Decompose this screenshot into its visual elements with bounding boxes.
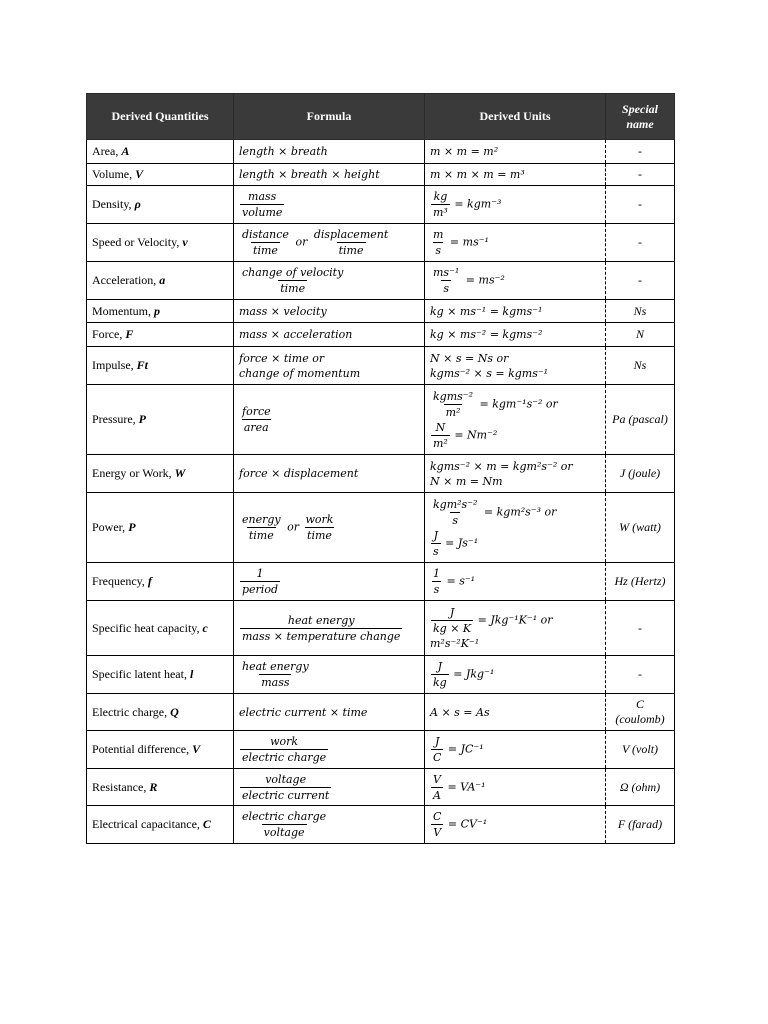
header-formula: Formula [234,94,425,140]
quantity-cell [87,323,234,347]
units-numerator: 1 [433,567,440,580]
quantity-cell [87,347,234,385]
quantity-symbol: Ft [136,358,149,372]
quantity-symbol: V [192,742,201,756]
special-name-cell: - [606,186,675,224]
quantity-symbol: p [154,303,160,318]
units-numerator: V [433,772,441,786]
formula-denominator: time [248,529,274,542]
formula-text: electric current × time [239,705,368,719]
units-text: = kgm²s⁻³ or [480,504,557,518]
table-row [87,694,675,731]
quantity-symbol: V [135,167,144,181]
formula-cell [234,224,425,262]
table-row [87,262,675,300]
formula-numerator: work [270,735,299,748]
quantity-symbol: v [182,235,188,249]
units-denominator: m² [445,405,461,419]
formula-denominator: time [253,244,278,257]
quantity-symbol: A [121,144,130,158]
formula-text: mass × acceleration [239,328,353,341]
quantity-cell [87,164,234,186]
quantity-name: Electric charge, [92,704,171,719]
units-cell [425,164,606,186]
units-fraction [431,420,450,451]
special-name-cell: Ns [606,300,675,323]
formula-denominator: time [338,244,364,257]
units-denominator: V [433,826,442,839]
units-denominator: C [433,751,442,764]
units-numerator: J [437,660,443,673]
units-fraction [431,497,479,528]
formula-cell [234,186,425,224]
formula-cell [234,323,425,347]
quantity-cell [87,224,234,262]
header-row [87,94,675,140]
units-cell [425,806,606,844]
units-numerator: C [433,810,442,823]
formula-line: force × time or [239,351,325,365]
table-row [87,563,675,601]
formula-numerator: displacement [313,228,389,241]
formula-numerator: work [305,513,334,526]
formula-cell [234,563,425,601]
units-fraction [431,528,441,559]
formula-denominator: time [280,282,306,295]
units-numerator: kgm²s⁻² [433,497,478,511]
units-cell [425,694,606,731]
special-name-cell: Ns [606,347,675,385]
formula-denominator: mass [261,676,290,689]
units-cell [425,493,606,563]
quantity-cell [87,563,234,601]
units-fraction [431,227,445,258]
units-fraction [431,189,450,220]
special-name-cell: Pa (pascal) [606,385,675,455]
units-text: = Nm⁻² [450,427,498,441]
units-denominator: kg × K [433,622,472,635]
units-text: = Jkg⁻¹ [449,667,495,681]
units-text: kg × ms⁻² = kgms⁻² [430,328,543,341]
units-numerator: kg [433,190,448,203]
quantity-symbol: P [128,520,136,534]
formula-or: or [291,235,311,249]
units-text: = Js⁻¹ [441,535,479,549]
units-denominator: m³ [433,206,448,219]
formula-cell [234,656,425,694]
units-numerator: N [435,420,446,434]
formula-denominator: period [242,583,278,596]
quantity-cell [87,300,234,323]
formula-fraction [240,566,280,597]
quantity-name: Electrical capacitance, [92,817,203,831]
units-text: = VA⁻¹ [443,779,486,793]
formula-numerator: heat energy [287,613,355,627]
units-denominator: s [435,244,442,257]
formula-cell [234,493,425,563]
formula-fraction [240,189,284,220]
table-row [87,806,675,844]
formula-text: length × breath [239,145,328,158]
units-denominator: s [433,544,439,558]
formula-numerator: 1 [256,567,264,580]
units-cell [425,140,606,164]
units-cell [425,262,606,300]
units-cell [425,186,606,224]
units-cell [425,347,606,385]
table-row [87,300,675,323]
units-numerator: ms⁻¹ [433,266,460,279]
units-text: = kgm⁻³ [450,197,502,211]
units-text: A × s = As [430,705,490,719]
formula-cell [234,164,425,186]
formula-numerator: energy [242,513,281,526]
special-name-cell: F (farad) [606,806,675,844]
formula-line: change of momentum [239,366,361,380]
special-name-cell: - [606,140,675,164]
formula-cell [234,601,425,656]
formula-denominator: electric current [242,788,330,802]
formula-numerator: mass [248,190,277,203]
units-numerator: m [433,228,444,241]
table-row [87,323,675,347]
table-row [87,140,675,164]
quantity-cell [87,385,234,455]
quantity-name: Impulse, [92,358,137,372]
units-text: = Jkg⁻¹K⁻¹ or [474,613,553,627]
units-numerator: kgms⁻² [433,389,473,403]
table-row [87,455,675,493]
units-line: m²s⁻²K⁻¹ [430,637,480,650]
table-row [87,224,675,262]
units-cell [425,224,606,262]
units-fraction [431,265,461,296]
formula-or: or [283,520,303,534]
units-text: = s⁻¹ [443,574,476,588]
special-name-cell: Ω (ohm) [606,769,675,806]
table-row [87,186,675,224]
special-name-cell: Hz (Hertz) [606,563,675,601]
units-cell [425,300,606,323]
units-fraction [431,659,449,690]
formula-cell [234,455,425,493]
units-numerator: J [435,735,440,748]
units-cell [425,656,606,694]
formula-fraction [240,613,402,644]
special-name-cell: V (volt) [606,731,675,769]
formula-cell [234,694,425,731]
table-row [87,164,675,186]
special-name-cell: C (coulomb) [606,694,675,731]
special-name-cell: - [606,262,675,300]
table-row [87,493,675,563]
formula-denominator: mass × temperature change [242,629,401,643]
quantity-name: Acceleration, [92,273,160,287]
units-fraction [431,605,473,636]
units-cell [425,323,606,347]
units-text: = JC⁻¹ [444,742,484,756]
quantity-cell [87,262,234,300]
table-row [87,385,675,455]
units-text: kg × ms⁻¹ = kgms⁻¹ [430,304,543,318]
units-line: kgms⁻² × m = kgm²s⁻² or [430,459,573,473]
units-cell [425,769,606,806]
formula-cell [234,769,425,806]
quantity-symbol: C [202,817,211,831]
formula-cell [234,385,425,455]
formula-numerator: force [242,405,271,418]
units-denominator: A [433,788,441,802]
special-name-cell: W (watt) [606,493,675,563]
units-text: = ms⁻² [462,273,505,287]
quantity-cell [87,731,234,769]
special-name-cell: - [606,601,675,656]
formula-cell [234,731,425,769]
quantity-symbol: ρ [134,197,141,211]
quantity-cell [87,806,234,844]
formula-fraction [240,227,291,258]
quantity-name: Pressure, [92,412,139,426]
units-line: N × m = Nm [430,474,503,488]
units-numerator: J [433,528,439,542]
formula-denominator: electric charge [242,751,327,764]
quantity-symbol: a [159,273,166,287]
quantity-cell [87,186,234,224]
quantity-symbol: Q [170,704,179,719]
formula-fraction [240,265,345,296]
special-name-cell: - [606,164,675,186]
quantity-name: Energy or Work, [92,466,175,480]
quantity-symbol: R [149,779,158,794]
units-fraction [431,389,475,420]
special-name-cell: N [606,323,675,347]
quantity-name: Area, [92,144,122,158]
formula-denominator: volume [242,206,283,219]
formula-cell [234,140,425,164]
table-row [87,731,675,769]
quantity-name: Potential difference, [92,742,193,756]
quantity-symbol: F [125,327,134,341]
quantity-name: Force, [92,327,126,341]
units-fraction [431,772,443,803]
formula-fraction [240,512,283,543]
quantity-name: Density, [92,197,135,211]
quantity-cell [87,656,234,694]
quantity-name: Volume, [92,167,136,181]
units-denominator: s [443,282,449,295]
units-cell [425,731,606,769]
formula-fraction [304,512,336,543]
formula-numerator: distance [242,228,289,241]
special-name-cell: - [606,656,675,694]
units-cell [425,385,606,455]
special-name-cell: J (joule) [606,455,675,493]
units-cell [425,601,606,656]
units-denominator: s [433,583,440,596]
formula-text: length × breath × height [239,168,380,181]
formula-denominator: voltage [263,826,305,839]
formula-fraction [312,227,390,258]
header-special-name: Special name [606,94,675,140]
formula-numerator: voltage [265,772,307,786]
quantity-name: Speed or Velocity, [92,235,183,249]
derived-quantities-table [86,93,675,844]
formula-fraction [240,404,273,435]
units-denominator: kg [433,676,447,689]
units-text: = ms⁻¹ [446,235,489,249]
header-units: Derived Units [425,94,606,140]
quantity-name: Power, [92,520,129,534]
formula-fraction [240,772,331,803]
quantity-name: Specific latent heat, [92,667,190,681]
quantity-name: Momentum, [92,303,154,318]
header-quantity: Derived Quantities [87,94,234,140]
table-row [87,656,675,694]
units-cell [425,563,606,601]
quantity-cell [87,493,234,563]
formula-text: mass × velocity [239,304,327,318]
units-text: = kgm⁻¹s⁻² or [476,396,558,410]
units-line: N × s = Ns or [430,351,509,365]
formula-fraction [240,734,328,765]
quantity-cell [87,455,234,493]
quantity-name: Frequency, [92,574,148,588]
quantity-symbol: f [147,574,152,588]
units-text: = CV⁻¹ [444,817,488,831]
table-row [87,601,675,656]
quantity-cell [87,601,234,656]
units-denominator: s [452,513,459,527]
units-text: m × m × m = m³ [430,168,525,181]
units-line: kgms⁻² × s = kgms⁻¹ [430,366,549,380]
units-fraction [431,809,443,840]
table-row [87,347,675,385]
quantity-symbol: P [138,412,147,426]
quantity-symbol: W [174,466,186,480]
formula-numerator: heat energy [242,660,309,673]
formula-cell [234,300,425,323]
formula-cell [234,806,425,844]
formula-text: force × displacement [239,467,359,480]
quantity-cell [87,140,234,164]
table-row [87,769,675,806]
quantity-cell [87,694,234,731]
quantity-name: Specific heat capacity, [92,620,203,635]
units-cell [425,455,606,493]
formula-fraction [240,659,311,690]
units-fraction [431,566,442,597]
formula-numerator: change of velocity [242,266,344,279]
formula-denominator: time [307,529,332,542]
units-numerator: J [449,606,455,619]
formula-cell [234,347,425,385]
formula-cell [234,262,425,300]
units-text: m × m = m² [430,145,499,158]
quantity-name: Resistance, [92,779,150,794]
formula-numerator: electric charge [242,810,327,823]
formula-denominator: area [243,421,269,434]
quantity-symbol: c [202,620,208,635]
quantity-cell [87,769,234,806]
quantity-symbol: l [189,667,194,681]
special-name-cell: - [606,224,675,262]
formula-fraction [240,809,328,840]
units-denominator: m² [433,436,448,450]
units-fraction [431,734,443,765]
